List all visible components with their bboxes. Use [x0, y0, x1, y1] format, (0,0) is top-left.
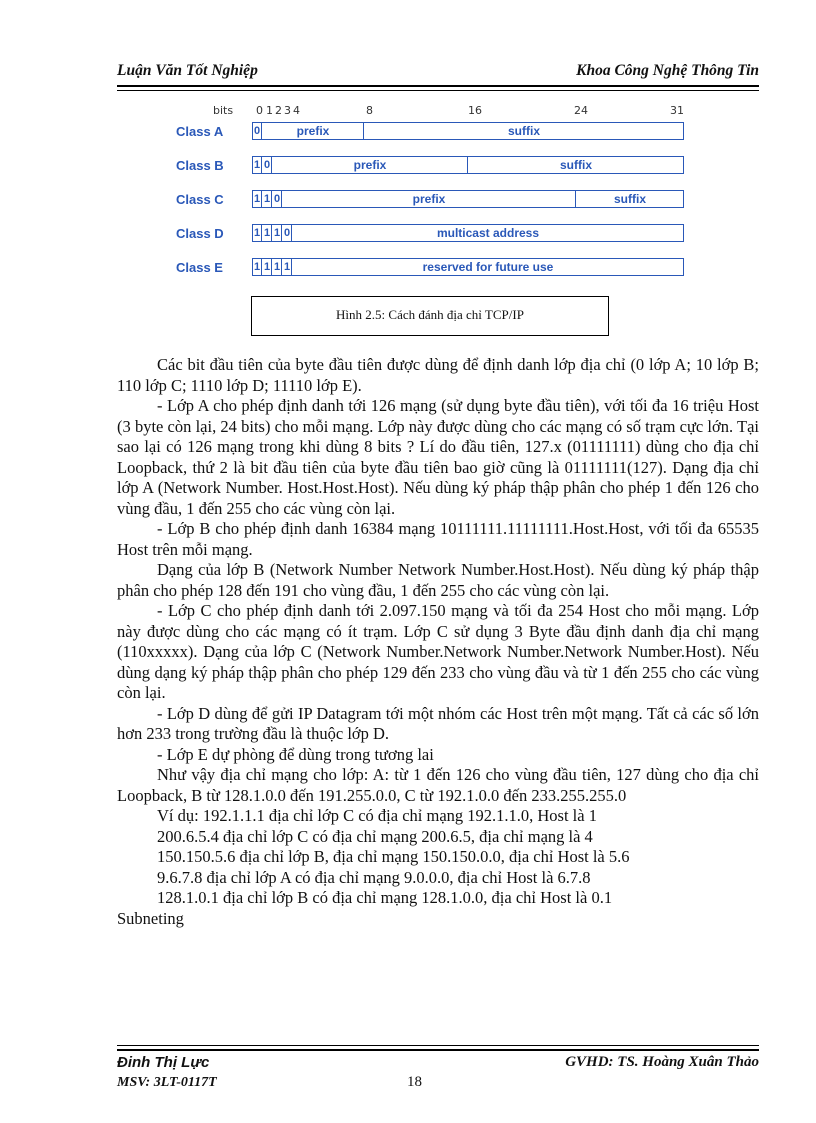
bit-cell: 1: [273, 261, 281, 273]
bit-tick: 16: [468, 104, 482, 117]
paragraph: - Lớp E dự phòng để dùng trong tương lai: [157, 744, 434, 764]
paragraph: - Lớp B cho phép định danh 16384 mạng 10111111.11111111.Host.Host, với tối đa 65535 Host trên mỗi mạng.: [117, 519, 759, 559]
prefix-segment: prefix: [353, 158, 387, 172]
bit-tick: 2: [275, 104, 282, 117]
example-line: 150.150.5.6 địa chỉ lớp B, địa chỉ mạng 150.150.0.0, địa chỉ Host là 5.6: [157, 847, 630, 866]
bit-tick: 0: [256, 104, 263, 117]
suffix-segment: suffix: [613, 192, 646, 206]
bit-cell: 1: [273, 227, 281, 239]
example-line: 128.1.0.1 địa chỉ lớp B có địa chỉ mạng 128.1.0.0, địa chỉ Host là 0.1: [157, 888, 613, 907]
class-a-box: [252, 122, 684, 140]
footer-advisor: GVHD: TS. Hoàng Xuân Thảo: [565, 1054, 759, 1070]
footer-author: Đinh Thị Lực: [117, 1054, 210, 1071]
paragraph: - Lớp D dùng để gửi IP Datagram tới một nhóm các Host trên một mạng. Tất cả các số lớn hơn 233 trong trường đầu là thuộc lớp D.: [117, 703, 759, 743]
paragraph: - Lớp A cho phép định danh tới 126 mạng (sử dụng byte đầu tiên), với tối đa 16 triệu Host (3 byte còn lại, 24 bits) cho mỗi mạng. Lớp này được dùng cho các mạng có số trạm cực lớn. Tại sao lại có 126 mạng trong khi dùng 8 bits ? Lí do đầu tiên, 127.x (01111111) dùng cho địa chỉ Loopback, thứ 2 là bit đầu tiên của byte đầu tiên bao giờ cũng là 01111111(127). Dạng địa chỉ lớp A (Network Number. Host.Host.Host). Nếu dùng ký pháp thập phân cho phép 1 đến 126 cho vùng đầu, 1 đến 255 cho các vùng còn lại.: [117, 396, 759, 518]
paragraph: Các bit đầu tiên của byte đầu tiên được dùng để định danh lớp địa chỉ (0 lớp A; 10 lớp B; 110 lớp C; 1110 lớp D; 11110 lớp E).: [117, 355, 759, 395]
class-a-row: [170, 122, 690, 142]
class-b-row: [170, 156, 690, 176]
class-d-label: Class D: [176, 226, 224, 241]
bit-cell: 0: [253, 125, 261, 137]
prefix-segment: prefix: [412, 192, 446, 206]
class-e-box: [252, 258, 684, 276]
class-c-row: [170, 190, 690, 210]
bit-cell: 0: [283, 227, 291, 239]
example-line: 9.6.7.8 địa chỉ lớp A có địa chỉ mạng 9.0.0.0, địa chỉ Host là 6.7.8: [157, 867, 591, 887]
page-number: 18: [407, 1074, 422, 1090]
footer-rule: [117, 1049, 759, 1051]
paragraph: - Lớp C cho phép định danh tới 2.097.150 mạng và tối đa 254 Host cho mỗi mạng. Lớp này được dùng cho các mạng có ít trạm. Lớp C sử dụng 3 Byte đầu định danh địa chỉ mạng (110xxxxx). Dạng của lớp C (Network Number.Network Number.Network Number.Host). Nếu dùng dạng ký pháp thập phân cho phép 129 đến 233 cho vùng đầu và từ 1 đến 255 cho các vùng còn lại.: [117, 601, 759, 702]
segment-divider: [575, 191, 576, 207]
bit-tick: 24: [574, 104, 588, 117]
header-rule: [117, 85, 759, 87]
ip-class-figure: [170, 104, 690, 284]
body-text: [117, 355, 759, 929]
segment-divider: [363, 123, 364, 139]
example-line: 200.6.5.4 địa chỉ lớp C có địa chỉ mạng 200.6.5, địa chỉ mạng là 4: [157, 826, 593, 846]
bit-cell: 1: [253, 159, 261, 171]
class-d-box: [252, 224, 684, 242]
class-c-box: [252, 190, 684, 208]
suffix-segment: suffix: [507, 124, 540, 138]
class-a-label: Class A: [176, 124, 224, 139]
class-c-label: Class C: [176, 192, 224, 207]
header-rule-thin: [117, 90, 759, 91]
suffix-segment: suffix: [559, 158, 592, 172]
bits-label: bits: [213, 104, 234, 117]
bit-cell: 0: [273, 193, 281, 205]
bit-cell: 1: [263, 261, 271, 273]
bit-cell: 0: [263, 159, 271, 171]
bit-tick: 3: [284, 104, 291, 117]
example-line: Ví dụ: 192.1.1.1 địa chỉ lớp C có địa chỉ mạng 192.1.1.0, Host là 1: [157, 806, 597, 825]
bit-cell: 1: [253, 261, 261, 273]
bit-tick: 31: [670, 104, 684, 117]
class-b-label: Class B: [176, 158, 224, 173]
reserved-segment: reserved for future use: [422, 260, 554, 274]
bit-tick: 8: [366, 104, 373, 117]
figure-caption: Hình 2.5: Cách đánh địa chỉ TCP/IP: [251, 296, 609, 336]
section-heading: Subneting: [117, 908, 184, 928]
segment-divider: [467, 157, 468, 173]
class-b-box: [252, 156, 684, 174]
bit-cell: 1: [283, 261, 291, 273]
paragraph: Như vậy địa chỉ mạng cho lớp: A: từ 1 đến 126 cho vùng đầu tiên, 127 dùng cho địa chỉ Loopback, B từ 128.1.0.0 đến 191.255.0.0, C từ 192.1.0.0 đến 233.255.255.0: [117, 765, 759, 805]
multicast-segment: multicast address: [436, 226, 540, 240]
bit-cell: 1: [253, 227, 261, 239]
footer-student-id: MSV: 3LT-0117T: [117, 1075, 217, 1090]
class-e-row: [170, 258, 690, 278]
bit-cell: 1: [253, 193, 261, 205]
header-faculty: Khoa Công Nghệ Thông Tin: [576, 62, 759, 79]
class-d-row: [170, 224, 690, 244]
bit-cell: 1: [263, 193, 271, 205]
page-header: [117, 62, 759, 80]
paragraph: Dạng của lớp B (Network Number Network Number.Host.Host). Nếu dùng ký pháp thập phân cho phép 128 đến 191 cho vùng đầu, 1 đến 255 cho các vùng còn lại.: [117, 560, 759, 600]
bit-tick: 4: [293, 104, 300, 117]
class-e-label: Class E: [176, 260, 223, 275]
header-thesis-title: Luận Văn Tốt Nghiệp: [117, 62, 258, 79]
bit-cell: 1: [263, 227, 271, 239]
bit-tick: 1: [266, 104, 273, 117]
footer-rule-thin: [117, 1045, 759, 1046]
prefix-segment: prefix: [296, 124, 330, 138]
